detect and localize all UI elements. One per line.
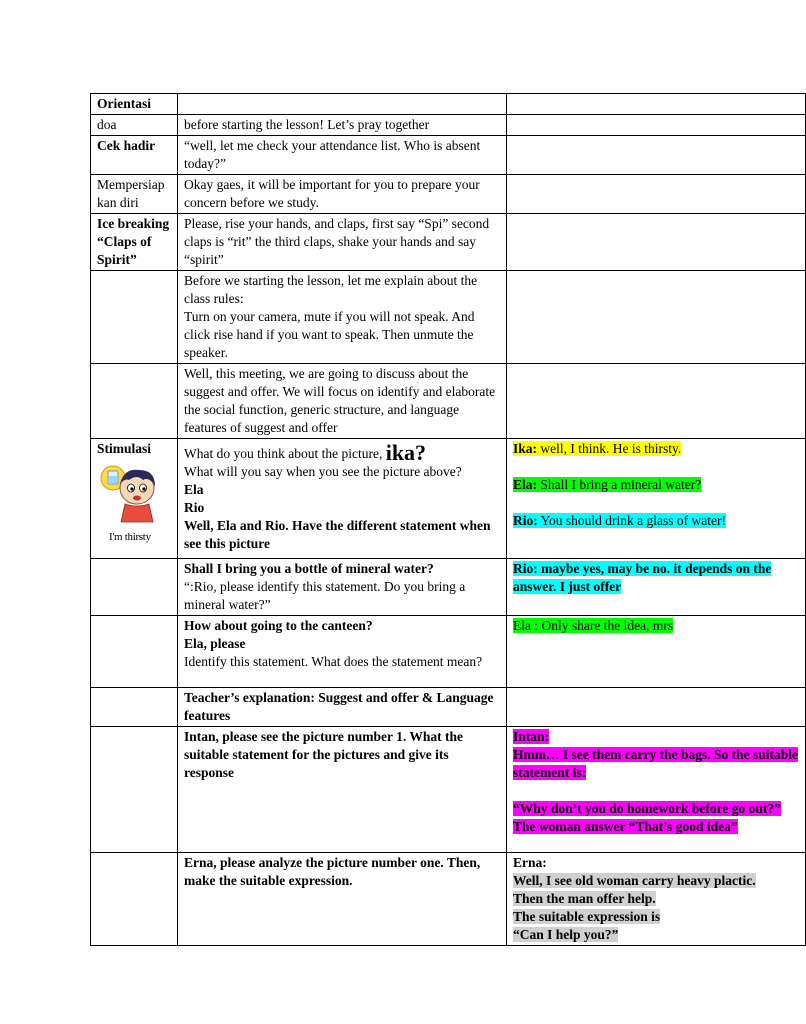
student-cell [507, 688, 806, 727]
teacher-cell [178, 559, 507, 616]
answer-name: Ela: [513, 477, 538, 492]
student-cell [507, 616, 806, 688]
table-row [91, 364, 806, 439]
teacher-cell [178, 364, 507, 439]
student-cell [507, 214, 806, 271]
row-label [91, 364, 178, 439]
answer-line: Hmm… I see them carry the bags. So the suitable statement is: [513, 747, 798, 780]
spacer [513, 782, 799, 800]
teacher-prompt: Ela, please [184, 636, 246, 651]
row-label: Ice breaking “Claps of Spirit” [91, 214, 178, 271]
answer-ela: Ela : Only share the idea, mrs [513, 618, 674, 633]
question-line [184, 440, 500, 465]
student-cell [507, 559, 806, 616]
teacher-text: Before we starting the lesson, let me explain about the class rules: [184, 273, 478, 306]
teacher-summary: Well, Ela and Rio. Have the different statement when see this picture [184, 518, 491, 551]
student-cell [507, 364, 806, 439]
table-row [91, 214, 806, 271]
answer-line: Well, I see old woman carry heavy plactic. [513, 873, 756, 888]
lesson-plan-table [90, 93, 806, 946]
teacher-text: What will you say when you see the picture above? [184, 464, 462, 479]
answer-text: Shall I bring a mineral water? [537, 477, 702, 492]
student-cell [507, 439, 806, 559]
teacher-question: Intan, please see the picture number 1. What the suitable statement for the pictures and give its response [184, 729, 464, 780]
spacer [513, 494, 799, 512]
student-cell [507, 853, 806, 946]
table-row [91, 616, 806, 688]
teacher-cell [178, 688, 507, 727]
row-label [91, 559, 178, 616]
image-caption: I'm thirsty [109, 531, 151, 543]
row-label [91, 853, 178, 946]
answer-name: Intan: [513, 729, 550, 744]
question-text: What do you think about the picture, [184, 446, 383, 461]
student-name-ela: Ela [184, 482, 204, 497]
answer-name: Ika: [513, 441, 538, 456]
explanation-text: Teacher’s explanation: Suggest and offer & Language features [184, 690, 494, 723]
teacher-question: Shall I bring you a bottle of mineral water? [184, 561, 434, 576]
table-row [91, 115, 806, 136]
answer-line: “Can I help you?” [513, 927, 619, 942]
teacher-text: “well, let me check your attendance list. Who is absent today?” [184, 138, 481, 171]
answer-name: Erna: [513, 855, 547, 870]
answer-line: “Why don’t you do homework before go out?” [513, 801, 781, 816]
teacher-cell [178, 616, 507, 688]
student-cell [507, 727, 806, 853]
teacher-cell [178, 439, 507, 559]
row-label [91, 439, 178, 559]
answer-text: You should drink a glass of water! [537, 513, 726, 528]
teacher-cell [178, 214, 507, 271]
question-name: ika? [385, 440, 427, 465]
student-cell [507, 94, 806, 115]
student-cell [507, 271, 806, 364]
answer-line: The suitable expression is [513, 909, 661, 924]
teacher-text: Turn on your camera, mute if you will not speak. And click rise hand if you want to speak. Then unmute the speaker. [184, 309, 475, 360]
student-cell [507, 136, 806, 175]
answer-line: The woman answer “That’s good idea” [513, 819, 738, 834]
student-cell [507, 115, 806, 136]
answer-ika [513, 440, 799, 458]
teacher-cell [178, 136, 507, 175]
table-row [91, 271, 806, 364]
row-label: Mempersiap kan diri [91, 175, 178, 214]
row-label [91, 271, 178, 364]
answer-rio [513, 512, 799, 530]
teacher-question: Erna, please analyze the picture number one. Then, make the suitable expression. [184, 855, 481, 888]
teacher-text: Please, rise your hands, and claps, first say “Spi” second claps is “rit” the third claps, shake your hands and say “spirit” [184, 216, 490, 267]
row-label: Cek hadir [91, 136, 178, 175]
teacher-text: “:Rio, please identify this statement. Do you bring a mineral water?” [184, 579, 466, 612]
teacher-cell [178, 271, 507, 364]
row-label [91, 616, 178, 688]
teacher-text: Well, this meeting, we are going to discuss about the suggest and offer. We will focus on identify and elaborate the social function, generic structure, and language features of suggest and offer [184, 366, 496, 435]
answer-line: Then the man offer help. [513, 891, 656, 906]
answer-ela [513, 476, 799, 494]
student-cell [507, 175, 806, 214]
table-row [91, 439, 806, 559]
spacer [513, 458, 799, 476]
teacher-text: Okay gaes, it will be important for you to prepare your concern before we study. [184, 177, 480, 210]
teacher-cell [178, 853, 507, 946]
teacher-question: How about going to the canteen? [184, 618, 373, 633]
answer-rio: Rio: maybe yes, may be no. it depends on the answer. I just offer [513, 561, 772, 594]
row-label [91, 688, 178, 727]
row-label: Orientasi [91, 94, 178, 115]
teacher-cell [178, 94, 507, 115]
table-row [91, 688, 806, 727]
row-label: doa [91, 115, 178, 136]
table-row [91, 136, 806, 175]
table-row [91, 853, 806, 946]
table-row [91, 175, 806, 214]
table-row [91, 559, 806, 616]
teacher-cell [178, 115, 507, 136]
teacher-text: Identify this statement. What does the statement mean? [184, 654, 483, 669]
table-row [91, 727, 806, 853]
stimulasi-label: Stimulasi [97, 441, 152, 456]
table-row [91, 94, 806, 115]
teacher-text: before starting the lesson! Let’s pray together [184, 117, 430, 132]
teacher-cell [178, 175, 507, 214]
answer-name: Rio: [513, 513, 538, 528]
teacher-cell [178, 727, 507, 853]
row-label [91, 727, 178, 853]
student-name-rio: Rio [184, 500, 205, 515]
thirsty-cartoon-image [99, 462, 159, 528]
answer-text: well, I think. He is thirsty. [537, 441, 682, 456]
